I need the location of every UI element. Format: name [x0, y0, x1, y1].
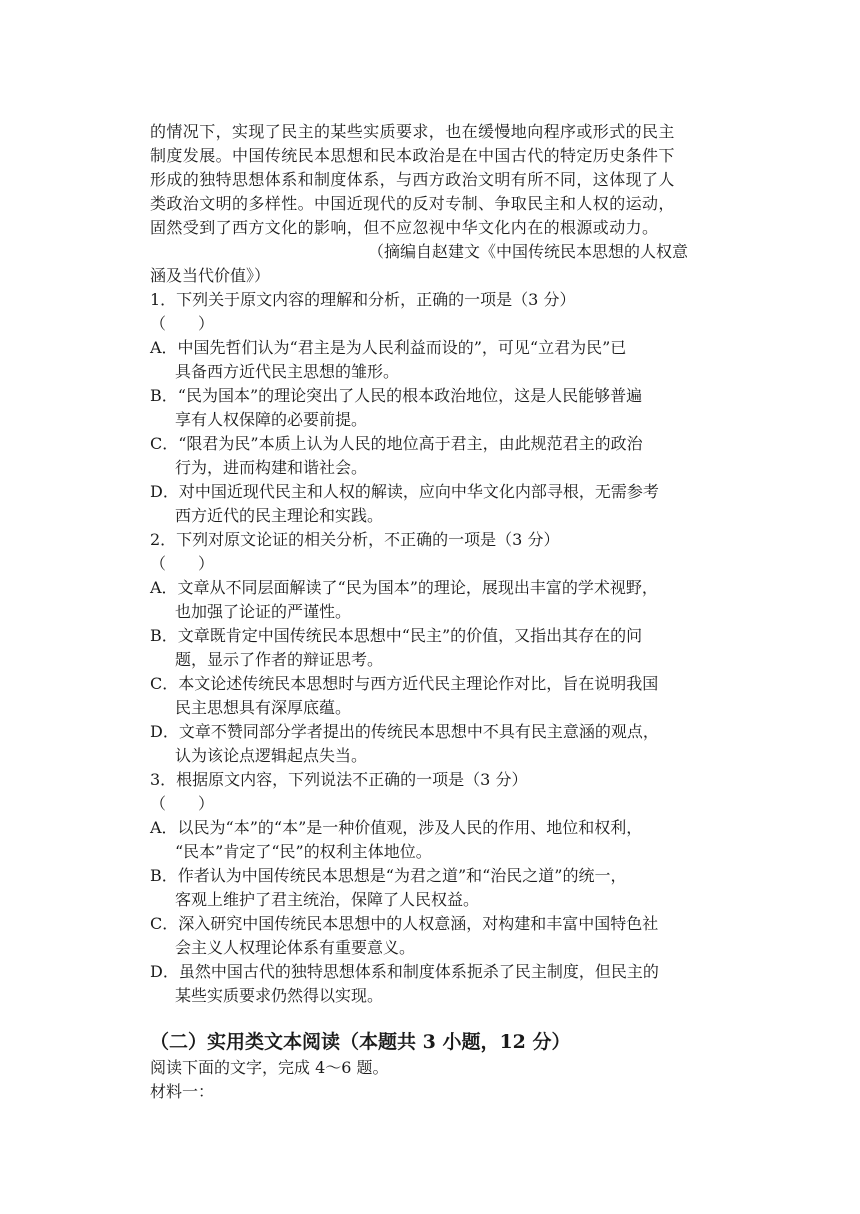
q1-option-b: B．“民为国本”的理论突出了人民的根本政治地位，这是人民能够普遍 — [150, 386, 643, 405]
q1-option-a: A．中国先哲们认为“君主是为人民利益而设的”，可见“立君为民”已 — [150, 338, 627, 357]
q3-option-a-cont: “民本”肯定了“民”的权利主体地位。 — [175, 842, 432, 861]
question-3-blank: （ ） — [150, 794, 215, 813]
q2-option-d: D．文章不赞同部分学者提出的传统民本思想中不具有民主意涵的观点， — [150, 722, 659, 741]
q1-option-a-cont: 具备西方近代民主思想的雏形。 — [175, 362, 400, 381]
q2-option-a-cont: 也加强了论证的严谨性。 — [175, 602, 352, 621]
passage-line: 的情况下，实现了民主的某些实质要求，也在缓慢地向程序或形式的民主 — [150, 122, 675, 141]
q2-option-c-cont: 民主思想具有深厚底蕴。 — [175, 698, 352, 717]
q3-option-b: B．作者认为中国传统民本思想是“为君之道”和“治民之道”的统一， — [150, 866, 627, 885]
q2-option-c: C．本文论述传统民本思想时与西方近代民主理论作对比，旨在说明我国 — [150, 674, 659, 693]
passage-line: 制度发展。中国传统民本思想和民本政治是在中国古代的特定历史条件下 — [150, 146, 675, 165]
q2-option-d-cont: 认为该论点逻辑起点失当。 — [175, 746, 368, 765]
q1-option-c: C．“限君为民”本质上认为人民的地位高于君主，由此规范君主的政治 — [150, 434, 643, 453]
q1-option-c-cont: 行为，进而构建和谐社会。 — [175, 458, 368, 477]
q1-option-d-cont: 西方近代的民主理论和实践。 — [175, 506, 384, 525]
question-3-stem: 3．根据原文内容，下列说法不正确的一项是（3 分） — [150, 770, 528, 789]
q3-option-c: C．深入研究中国传统民本思想中的人权意涵，对构建和丰富中国特色社 — [150, 914, 659, 933]
question-1-blank: （ ） — [150, 314, 215, 333]
q3-option-c-cont: 会主义人权理论体系有重要意义。 — [175, 938, 416, 957]
q1-option-b-cont: 享有人权保障的必要前提。 — [175, 410, 368, 429]
section-2-title: （二）实用类文本阅读（本题共 3 小题，12 分） — [150, 1031, 571, 1053]
passage-line: 类政治文明的多样性。中国近现代的反对专制、争取民主和人权的运动， — [150, 194, 675, 213]
q3-option-a: A．以民为“本”的“本”是一种价值观，涉及人民的作用、地位和权利， — [150, 818, 643, 837]
q2-option-b: B．文章既肯定中国传统民本思想中“民主”的价值，又指出其存在的问 — [150, 626, 643, 645]
source-citation-cont: 涵及当代价值》） — [150, 266, 271, 285]
question-2-blank: （ ） — [150, 554, 215, 573]
passage-line: 形成的独特思想体系和制度体系，与西方政治文明有所不同，这体现了人 — [150, 170, 675, 189]
q2-option-a: A．文章从不同层面解读了“民为国本”的理论，展现出丰富的学术视野， — [150, 578, 658, 597]
q3-option-b-cont: 客观上维护了君主统治，保障了人民权益。 — [175, 890, 480, 909]
question-1-stem: 1．下列关于原文内容的理解和分析，正确的一项是（3 分） — [150, 290, 576, 309]
section-2-instruction: 阅读下面的文字，完成 4～6 题。 — [150, 1058, 389, 1077]
q3-option-d-cont: 某些实质要求仍然得以实现。 — [175, 986, 384, 1005]
q1-option-d: D．对中国近现代民主和人权的解读，应向中华文化内部寻根，无需参考 — [150, 482, 659, 501]
q2-option-b-cont: 题，显示了作者的辩证思考。 — [175, 650, 384, 669]
source-citation: （摘编自赵建文《中国传统民本思想的人权意 — [368, 242, 689, 261]
question-2-stem: 2．下列对原文论证的相关分析，不正确的一项是（3 分） — [150, 530, 560, 549]
passage-line: 固然受到了西方文化的影响，但不应忽视中华文化内在的根源或动力。 — [150, 218, 659, 237]
material-label: 材料一： — [150, 1082, 215, 1101]
q3-option-d: D．虽然中国古代的独特思想体系和制度体系扼杀了民主制度，但民主的 — [150, 962, 659, 981]
